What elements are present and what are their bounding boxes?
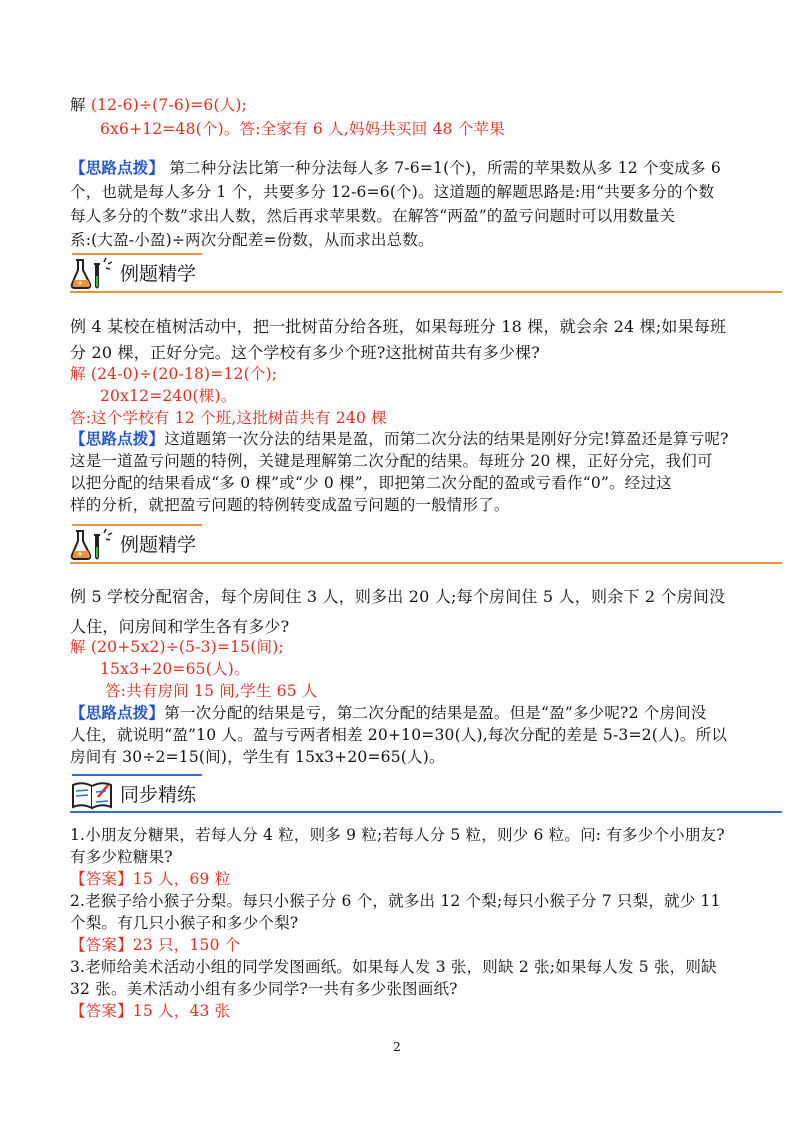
lab-flask-icon [70,527,116,563]
practice-question-line: 2.老猴子给小猴子分梨。每只小猴子分 6 个，就多出 12 个梨;每只小猴子分 7 只梨，就少 11 [70,892,721,910]
example-question-line: 例 4 某校在植树活动中，把一批树苗分给各班，如果每班分 18 棵，就会余 24 棵;如果每班 [70,317,727,336]
solution-line: 解 (24-0)÷(20-18)=12(个); [70,365,278,383]
solution-formula: (12-6)÷(7-6)=6(人); [90,96,248,114]
tip-text: 这道题第一次分法的结果是盈，而第二次分法的结果是刚好分完!算盈还是算亏呢? [164,430,729,448]
section-title: 例题精学 [120,263,197,285]
tip-text-line: 每人多分的个数”求出人数，然后再求苹果数。在解答“两盈”的盈亏问题时可以用数量关 [70,207,676,225]
section-accent-line [72,524,202,526]
tip-paragraph-line [70,703,707,723]
practice-answer: 【答案】23 只，150 个 [70,936,241,954]
solution-answer: 答:共有房间 15 间,学生 65 人 [105,682,318,700]
tip-label: 【思路点拨】 [70,429,165,448]
solution-answer: 答:这个学校有 12 个班,这批树苗共有 240 棵 [70,409,387,427]
example-question-line: 人住，问房间和学生各有多少? [70,617,290,636]
page-number: 2 [393,1040,401,1054]
section-title: 同步精练 [120,784,197,806]
open-book-icon [70,777,116,811]
practice-question-line: 个梨。有几只小猴子和多少个梨? [70,914,299,932]
section-divider [70,811,782,813]
example-question-line: 例 5 学校分配宿舍，每个房间住 3 人，则多出 20 人;每个房间住 5 人，则余下 2 个房间没 [70,587,726,606]
solution-line: 20x12=240(棵)。 [100,387,237,405]
practice-answer: 【答案】15 人，69 粒 [70,870,231,888]
section-accent-line [72,253,202,255]
tip-text: 第二种分法比第一种分法每人多 7-6=1(个)，所需的苹果数从多 12 个变成多 6 [164,159,721,177]
section-header [70,256,197,292]
tip-label: 【思路点拨】 [70,703,165,722]
tip-text-line: 房间有 30÷2=15(间)，学生有 15x3+20=65(人)。 [70,748,445,766]
section-accent-line [72,774,202,776]
practice-answer: 【答案】15 人，43 张 [70,1002,231,1020]
example-question-line: 分 20 棵，正好分完。这个学校有多少个班?这批树苗共有多少棵? [70,343,541,362]
section-divider [70,562,782,564]
tip-text: 第一次分配的结果是亏，第二次分配的结果是盈。但是“盈”多少呢?2 个房间没 [164,704,707,722]
practice-question-line: 32 张。美术活动小组有多少同学?一共有多少张图画纸? [70,980,458,998]
section-header [70,527,197,563]
solution-prefix: 解 [70,96,86,114]
practice-question-line: 有多少粒糖果? [70,848,173,866]
tip-paragraph-line [70,158,721,178]
solution-line: 15x3+20=65(人)。 [100,660,250,678]
practice-question-line: 3.老师给美术活动小组的同学发图画纸。如果每人发 3 张，则缺 2 张;如果每人发 5 张，则缺 [70,958,717,976]
tip-text-line: 以把分配的结果看成“多 0 棵”或“少 0 棵”，即把第二次分配的盈或亏看作“0”。经过这 [70,474,672,492]
section-title: 例题精学 [120,534,197,556]
tip-text-line: 系:(大盈-小盈)÷两次分配差=份数，从而求出总数。 [70,231,434,249]
solution-line [70,95,247,115]
tip-text-line: 个，也就是每人多分 1 个，共要多分 12-6=6(个)。这道题的解题思路是:用“共要多分的个数 [70,183,715,201]
solution-line: 解 (20+5x2)÷(5-3)=15(间); [70,638,284,656]
practice-question-line: 1.小朋友分糖果，若每人分 4 粒，则多 9 粒;若每人分 5 粒，则少 6 粒。问: 有多少个小朋友? [70,826,725,844]
tip-label: 【思路点拨】 [70,158,165,177]
tip-text-line: 人住，就说明“盈”10 人。盈与亏两者相差 20+10=30(人),每次分配的差是 5-3=2(人)。所以 [70,726,728,744]
section-divider [70,291,782,293]
tip-text-line: 这是一道盈亏问题的特例，关键是理解第二次分配的结果。每班分 20 棵，正好分完，我们可 [70,452,713,470]
lab-flask-icon [70,256,116,292]
section-header [70,777,197,813]
solution-answer: 6x6+12=48(个)。答:全家有 6 人,妈妈共买回 48 个苹果 [100,120,505,138]
tip-text-line: 样的分析，就把盈亏问题的特例转变成盈亏问题的一般情形了。 [70,496,510,514]
tip-paragraph-line [70,429,729,449]
